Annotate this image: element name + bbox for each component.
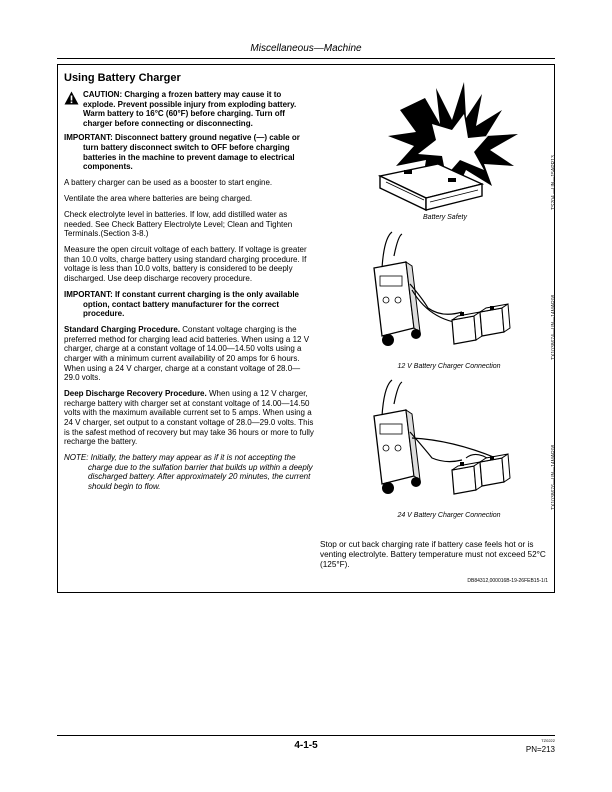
section-title: Using Battery Charger — [64, 72, 181, 84]
pn-number: PN=213 — [525, 745, 555, 754]
battery-safety-code: TS204 —UN—15APR13 — [551, 155, 557, 210]
charger-12v-code: TX1038674—UN—14MAR08 — [551, 294, 557, 360]
standard-charging-text: Constant voltage charging is the preferred method for charging lead acid batteries. When using a 12 V charger, charge at a constant voltage of 14.00—14.50 volts using a charger with a minimum current availability of 20 amps for 6 hours. When using a 24 V charger, charge at a constant voltage of 28.0—29.0 volts. — [64, 325, 310, 383]
standard-charging-heading: Standard Charging Procedure. — [64, 325, 181, 335]
battery-safety-caption: Battery Safety — [423, 214, 467, 221]
running-header: Miscellaneous—Machine — [250, 43, 362, 54]
footer-rule — [57, 735, 555, 736]
paragraph-electrolyte: Check electrolyte level in batteries. If low, add distilled water as needed. See Check Battery Electrolyte Level; Clean and Tighten Terminals.(Section 3-8.) — [64, 210, 293, 239]
paragraph-deep-discharge — [64, 389, 314, 447]
paragraph-booster: A battery charger can be used as a booster to start engine. — [64, 178, 273, 188]
footer-code: TZ0222 — [541, 738, 555, 743]
left-column — [64, 72, 314, 498]
battery-safety-figure — [360, 80, 540, 212]
charger-24v-caption: 24 V Battery Charger Connection — [397, 512, 501, 519]
charger-24v-code: TX1038676—UN—14MAR08 — [551, 444, 557, 510]
charger-24v-figure — [362, 376, 532, 510]
charger-12v-caption: 12 V Battery Charger Connection — [397, 363, 501, 370]
important-note-constant-current: IMPORTANT: If constant current charging is the only available option, contact battery manufacturer for the correct procedure. — [64, 290, 299, 319]
header-rule — [57, 58, 555, 59]
charger-12v-figure — [362, 228, 532, 360]
document-code: DB84312,000016B-19-26FEB15-1/1 — [467, 578, 548, 584]
temperature-warning-text: Stop or cut back charging rate if battery case feels hot or is venting electrolyte. Battery temperature must not exceed 52°C (125°F). — [320, 540, 546, 569]
caution-block — [64, 90, 314, 128]
page-number: 4-1-5 — [294, 740, 318, 751]
paragraph-ventilate: Ventilate the area where batteries are being charged. — [64, 194, 253, 204]
paragraph-voltage: Measure the open circuit voltage of each battery. If voltage is greater than 10.0 volts, charge battery using standard charging procedure. If voltage is less than 10.0 volts, battery is considered to be deeply discharged. Use deep discharge recovery procedure. — [64, 245, 307, 284]
deep-discharge-heading: Deep Discharge Recovery Procedure. — [64, 389, 207, 399]
note-sulfation: NOTE: Initially, the battery may appear as if it is not accepting the charge due to the sulfation barrier that builds up within a deeply discharged battery. After approximately 20 minutes, the current should begin to flow. — [64, 453, 313, 491]
caution-text: CAUTION: Charging a frozen battery may cause it to explode. Prevent possible injury from exploding battery. Warm battery to 16°C (60°F) before charging. Turn off charger before connecting or disconnecting. — [83, 90, 297, 128]
warning-triangle-icon — [64, 90, 80, 128]
paragraph-standard-charging — [64, 325, 314, 383]
important-note-disconnect: IMPORTANT: Disconnect battery ground negative (—) cable or turn battery disconnect switch to OFF before charging batteries in the machine to prevent damage to electrical components. — [64, 133, 300, 172]
deep-discharge-text: When using a 12 V charger, recharge battery with charger set at constant voltage of 14.00—14.50 volts with the maximum available current set to 5 amps. When using a 24 V charger, set output to a constant voltage of 28.0—29.0 volts. This is the safest method of recovery but may take 36 hours or more to fully recharge the battery. — [64, 389, 314, 447]
